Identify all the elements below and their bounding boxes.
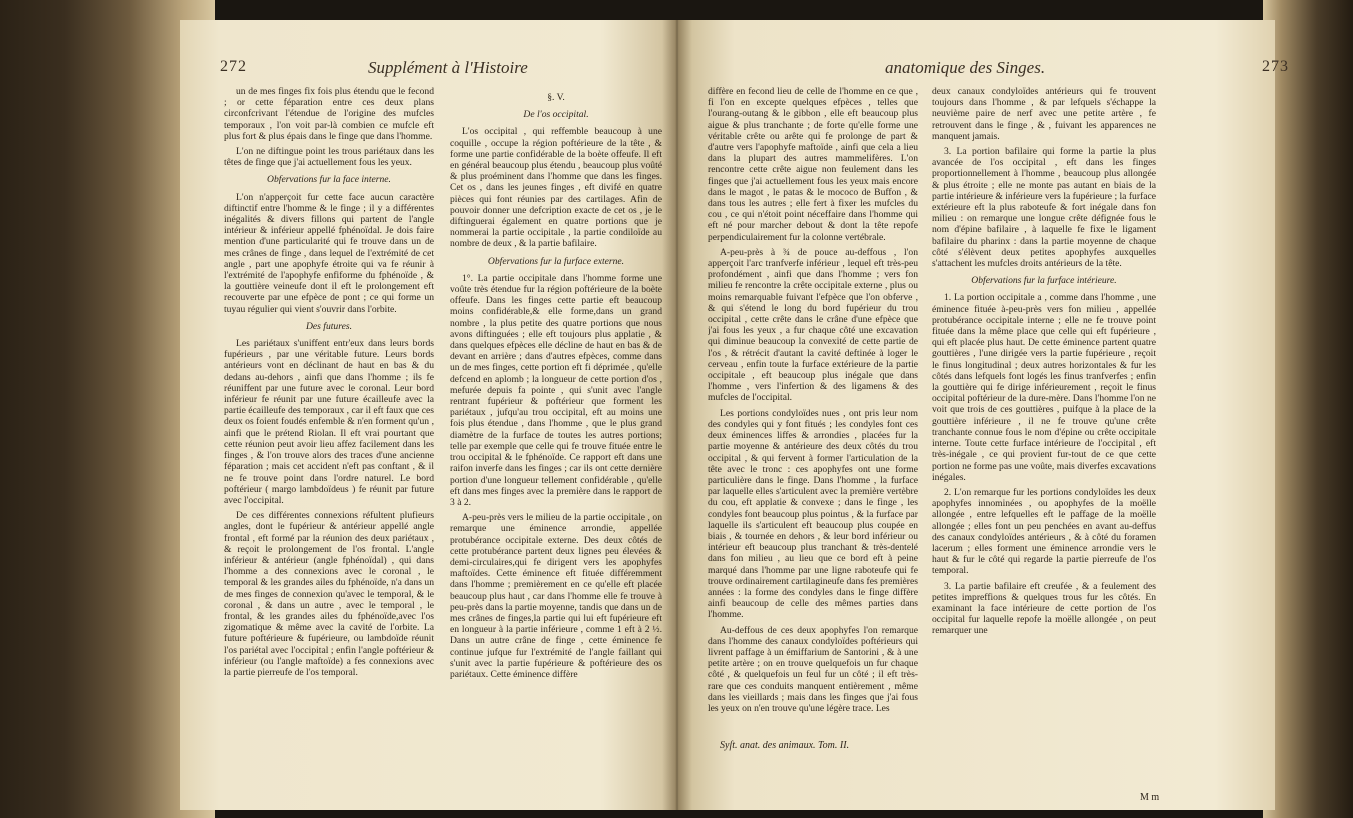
section-heading: Obfervations fur la furface intérieure.	[971, 275, 1117, 287]
section-heading: Obfervations fur la face interne.	[267, 174, 391, 186]
right-column-1	[708, 86, 918, 734]
left-column-2	[450, 86, 662, 786]
left-running-head: Supplément à l'Histoire	[368, 58, 528, 77]
paragraph: De ces différentes connexions réfultent plufieurs angles, dont le fupérieur & antérieur appellé angle frontal , eft formé par la réunion des deux pariétaux , & reçoit le prolongement de l'os frontal. L'angle inférieur & antérieur (angle fphénoïdal) , qui dans l'homme a des connexions avec le coronal , le temporal & les grandes ailes du fphénoïde, n'a dans un de mes finges de connexion qu'avec le temporal, & le coronal , & dans un autre , avec le temporal , le frontal, & les grandes ailes du fphénoïde,avec l'os zigomatique & même avec la cavité de l'orbite. La future poftérieure & fupérieure, ou lambdoïde réunit l'os pariétal avec l'occipital ; enfin l'angle poftérieur & inférieur (ou l'angle maftoïde) a fes connexions avec la partie pierreufe de l'os temporal.	[224, 510, 434, 678]
section-heading: De l'os occipital.	[523, 109, 589, 121]
paragraph: diffère en fecond lieu de celle de l'homme en ce que , fi l'on en excepte quelques efpèces , telles que l'ourang-outang & le gibbon , elle eft beaucoup plus aigue & plus tranchante ; de forte qu'elle forme une véritable crête ou arête qui fe prolonge de part & d'autre vers l'apophyfe maftoïde , ainfi que cela a lieu dans la plupart des autres mammelifères. L'on rencontre cette crête aigue non feulement dans les finges que j'ai actuellement fous les yeux mais encore dans le magot , le patas & le mococo de Buffon , & dans tous les autres ; elle fert à fixer les mufcles du cou , ce qui n'étoit point néceffaire dans l'homme qui eft né pour marcher debout & dont la tête repofe perpendiculairement fur la colonne vertébrale.	[708, 86, 918, 243]
right-page-number: 273	[1262, 58, 1289, 75]
section-heading: §. V.	[547, 92, 565, 103]
paragraph: 3. La portion bafilaire qui forme la partie la plus avancée de l'os occipital , eft dans les finges proportionnellement à l'homme , beaucoup plus allongée & plus étroite ; elle ne monte pas autant en biais de la partie intérieure & inférieure vers la fupérieure ; la furface extérieure eft la plus raboteufe & fort inégale dans fon milieu : on remarque une longue crête défignée fous le nom d'épine bafilaire , à laquelle fe fixe le ligament bafilaire du pharinx : dans la partie moyenne de chaque côté s'élèvent deux petites apophyfes auxquelles s'attachent les mufcles droits antérieurs de la tête.	[932, 146, 1156, 270]
paragraph: Les pariétaux s'uniffent entr'eux dans leurs bords fupérieurs , par une véritable future. Leurs bords antérieurs vont en déclinant de haut en bas & du dedans au-dehors , ainfi que dans l'homme ; ils fe réuniffent par une future avec le coronal. Leur bord inférieur fe réunit par une future écailleufe avec la partie écailleufe des temporaux , car il eft faux que ces deux os foient foudés enfemble & n'en forment qu'un , ainfi que le prétend Riolan. Il eft vrai pourtant que cette réunion peut avoir lieu affez facilement dans les finges , & l'on trouve alors des traces d'une ancienne féparation ; mais cet accident n'eft pas conftant , & il ne fe trouve point dans l'ordre naturel. Le bord poftérieur ( margo lambdoïdeus ) fe réunit par future avec l'occipital.	[224, 338, 434, 506]
right-column-2	[932, 86, 1156, 786]
left-column-1	[224, 86, 434, 786]
paragraph: 3. La partie bafilaire eft creufée , & a feulement des petites impreffions & quelques trous fur les côtés. En examinant la face intérieure de cette portion de l'os occipital fur laquelle repofe la moëlle allongée , on peut remarquer une	[932, 580, 1156, 637]
paragraph: deux canaux condyloïdes antérieurs qui fe trouvent toujours dans l'homme , & par lefquels s'échappe la neuvième paire de nerf avec une petite artère , fe retrouvent dans le finge , & , fuivant les apparences ne manquent jamais.	[932, 86, 1156, 142]
paragraph: A-peu-près vers le milieu de la partie occipitale , on remarque une éminence arrondie, appellée protubérance occipitale externe. Des deux côtés de cette protubérance partent deux lignes peu élevées & demi-circulaires,qui fe dirigent vers les apophyfes maftoïdes. Cette éminence eft fituée différemment dans l'homme ; premièrement en ce qu'elle eft placée beaucoup plus haut , car dans l'homme elle fe trouve à peu-près dans la partie moyenne, tandis que dans un de mes crânes de finges,la partie qui lui eft fupérieure eft en longueur à la partie inférieure , comme 1 eft à 2 ½. Dans un autre crâne de finge , cette éminence fe continue jufque fur l'extrémité de l'angle faillant qui s'unit avec la partie fupérieure & poftérieure des os pariétaux. Cette éminence diffère	[450, 512, 662, 680]
signature-mark: M m	[1140, 792, 1160, 803]
section-heading: Des futures.	[305, 320, 352, 332]
paragraph: L'os occipital , qui reffemble beaucoup à une coquille , occupe la région poftérieure de la tête , & forme une partie confidérable de la boète offeufe. Il eft en général beaucoup plus étendu , beaucoup plus voûté & plus proéminent dans l'homme que dans les finges. Cet os , dans les jeunes finges , eft divifé en quatre pièces qui font réunies par des cartilages. Afin de pouvoir donner une defcription exacte de cet os , je le diftinguerai également en quatre portions que je nommerai la partie occipitale , la partie condiloïde au nombre de deux , & la partie bafilaire.	[450, 126, 662, 250]
paragraph: L'on n'apperçoit fur cette face aucun caractère diftinctif entre l'homme & le finge ; il y a différentes inégalités & divers fillons qui partent de l'angle intérieur & inférieur appellé fphénoïdal. Je dois faire mention d'une particularité qui fe trouve dans un de mes crânes de finge , dans lequel de l'extrémité de cet angle , part une apophyfe étroite qui va fe réunir à l'extrémité de l'apophyfe enfiforme du fphénoïde , & la gouttière veineufe dont il eft le prolongement eft recouverte par une efpèce de pont ; ce qui forme un tuyau régulier qui vient s'ouvrir dans l'orbite.	[224, 191, 434, 315]
paragraph: 1°. La partie occipitale dans l'homme forme une voûte très étendue fur la région poftérieure de la boète offeufe. Dans les finges cette partie eft beaucoup moins confidérable,& elle forme,dans un grand nombre , la plus petite des quatre portions que nous avons diftinguées ; elle eft toujours plus applatie , & dans quelques efpèces elle décline de haut en bas & de devant en arrière ; dans d'autres efpèces, comme dans un de mes finges, cette portion eft fi déprimée , qu'elle defcend en aplomb ; la longueur de cette portion d'os , mefurée depuis fa pointe , qui s'unit avec l'angle rentrant fupérieur & poftérieur que forment les pariétaux , jufqu'au trou occipital, eft au moins une fois plus étendue , dans l'homme , que le plus grand diamètre de la furface de toutes les autres portions; telle par exemple que celle qui fe trouve fituée entre le trou occipital & le fphénoïde. Ce rapport eft dans une raifon inverfe dans les finges ; car ils ont cette dernière portion d'une longueur tellement confidérable , qu'elle eft dans mes finges avec la première dans le rapport de 3 à 2.	[450, 272, 662, 508]
footer-note: Syſt. anat. des animaux. Tom. II.	[720, 740, 850, 751]
paragraph: 2. L'on remarque fur les portions condyloïdes les deux apophyfes innominées , ou apophyfes de la moëlle allongée , entre lefquelles eft le paffage de la moëlle allongée ; elles font un peu penchées en avant au-deffus des canaux condyloïdes antérieurs , & à côté du foramen lacerum ; elles forment une éminence arrondie vers le haut & fur le côté qui regarde la partie pierreufe de l'os temporal.	[932, 486, 1156, 577]
paragraph: un de mes finges fix fois plus étendu que le fecond ; or cette féparation entre ces deux plans circonfcrivant l'étendue de l'origine des mufcles temporaux , l'on voit par-là combien ce mufcle eft plus fort & plus épais dans le finge que dans l'homme.	[224, 86, 434, 142]
paragraph: A-peu-près à ¾ de pouce au-deffous , l'on apperçoit l'arc tranfverfe inférieur , lequel eft très-peu profondément , ainfi que dans l'homme ; vers fon milieu fe rencontre la crête occipitale externe , plus ou moins remarquable fuivant l'efpèce que l'on obferve , & qui s'étend le long du bord fupérieur du trou occipital , cette crête dans le crâne d'une efpèce que j'ai fous les yeux , a fur chaque côté une excavation qui diminue beaucoup la convexité de cette partie de l'os , & rétrécit d'autant la cavité deftinée à loger le cerveau , enfin toute la furface extérieure de la partie occipitale , eft beaucoup plus inégale que dans l'homme , vers l'infertion & des ligamens & des mufcles de l'occipital.	[708, 246, 918, 404]
paragraph: Les portions condyloïdes nues , ont pris leur nom des condyles qui y font fitués ; les condyles font ces deux éminences liffes & arrondies , placées fur la partie moyenne & antérieure des deux côtés du trou occipital , & qui fervent à former l'articulation de la tête avec le tronc : ces apophyfes ont une forme particulière dans le finge. Dans l'homme , la furface par laquelle elles s'articulent avec la première vertèbre du cou, eft applatie & convexe ; dans le finge , les condyles font beaucoup plus pointus , & la furface par laquelle ils s'articulent eft beaucoup plus coupée en biais , & tournée en dehors , & leur bord inférieur ou intérieur eft beaucoup plus tranchant & très-dentelé dans fon milieu , au lieu que ce bord eft à peine marqué dans l'homme par une ligne raboteufe qui fe trouve ordinairement cartilagineufe dans fes premières années : la forme des condyles dans le finge diffère ainfi beaucoup de celle des mêmes parties dans l'homme.	[708, 407, 918, 621]
paragraph: 1. La portion occipitale a , comme dans l'homme , une éminence fituée à-peu-près vers fon milieu , appellée protubérance occipitale interne ; elle ne fe trouve point fituée dans la même place que celle qui eft fupérieure , qui eft placée plus haut. De cette éminence partent quatre gouttières , l'une dirigée vers la partie fupérieure , reçoit le finus longitudinal ; deux autres horizontales & fur les côtés dans lefquels font logés les finus tranfverfes ; enfin la gouttière qui fe dirige inférieurement , reçoit le finus occipital poftérieur de la dure-mère. Dans l'homme l'on ne voit que trois de ces gouttières , puifque à la place de la gouttière inférieure , il ne fe trouve qu'une crête tranchante connue fous le nom d'épine ou crête occipitale interne. Toute cette furface intérieure de l'occipital , eft très-inégale , ce qui provient fur-tout de ce que cette portion ne forme pas une voûte, mais diverfes excavations inégales.	[932, 292, 1156, 483]
paragraph: Au-deffous de ces deux apophyfes l'on remarque dans l'homme des canaux condyloïdes poftérieurs qui livrent paffage à un émiffarium de Santorini , & à une petite artère ; on en trouve quelquefois un fur chaque côté , & quelquefois un feul fur un côté ; il eft très-rare que ces conduits manquent entièrement , même dans les vieillards ; mais dans les finges que j'ai fous les yeux on n'en trouve qu'une légère trace. Les	[708, 624, 918, 714]
paragraph: L'on ne diftingue point les trous pariétaux dans les têtes de finge que j'ai actuellement fous les yeux.	[224, 146, 434, 169]
section-heading: Obfervations fur la furface externe.	[487, 255, 625, 267]
left-page-number: 272	[220, 58, 247, 75]
book-gutter	[662, 20, 692, 810]
page-edges-right	[1263, 0, 1353, 818]
right-running-head: anatomique des Singes.	[885, 58, 1046, 77]
